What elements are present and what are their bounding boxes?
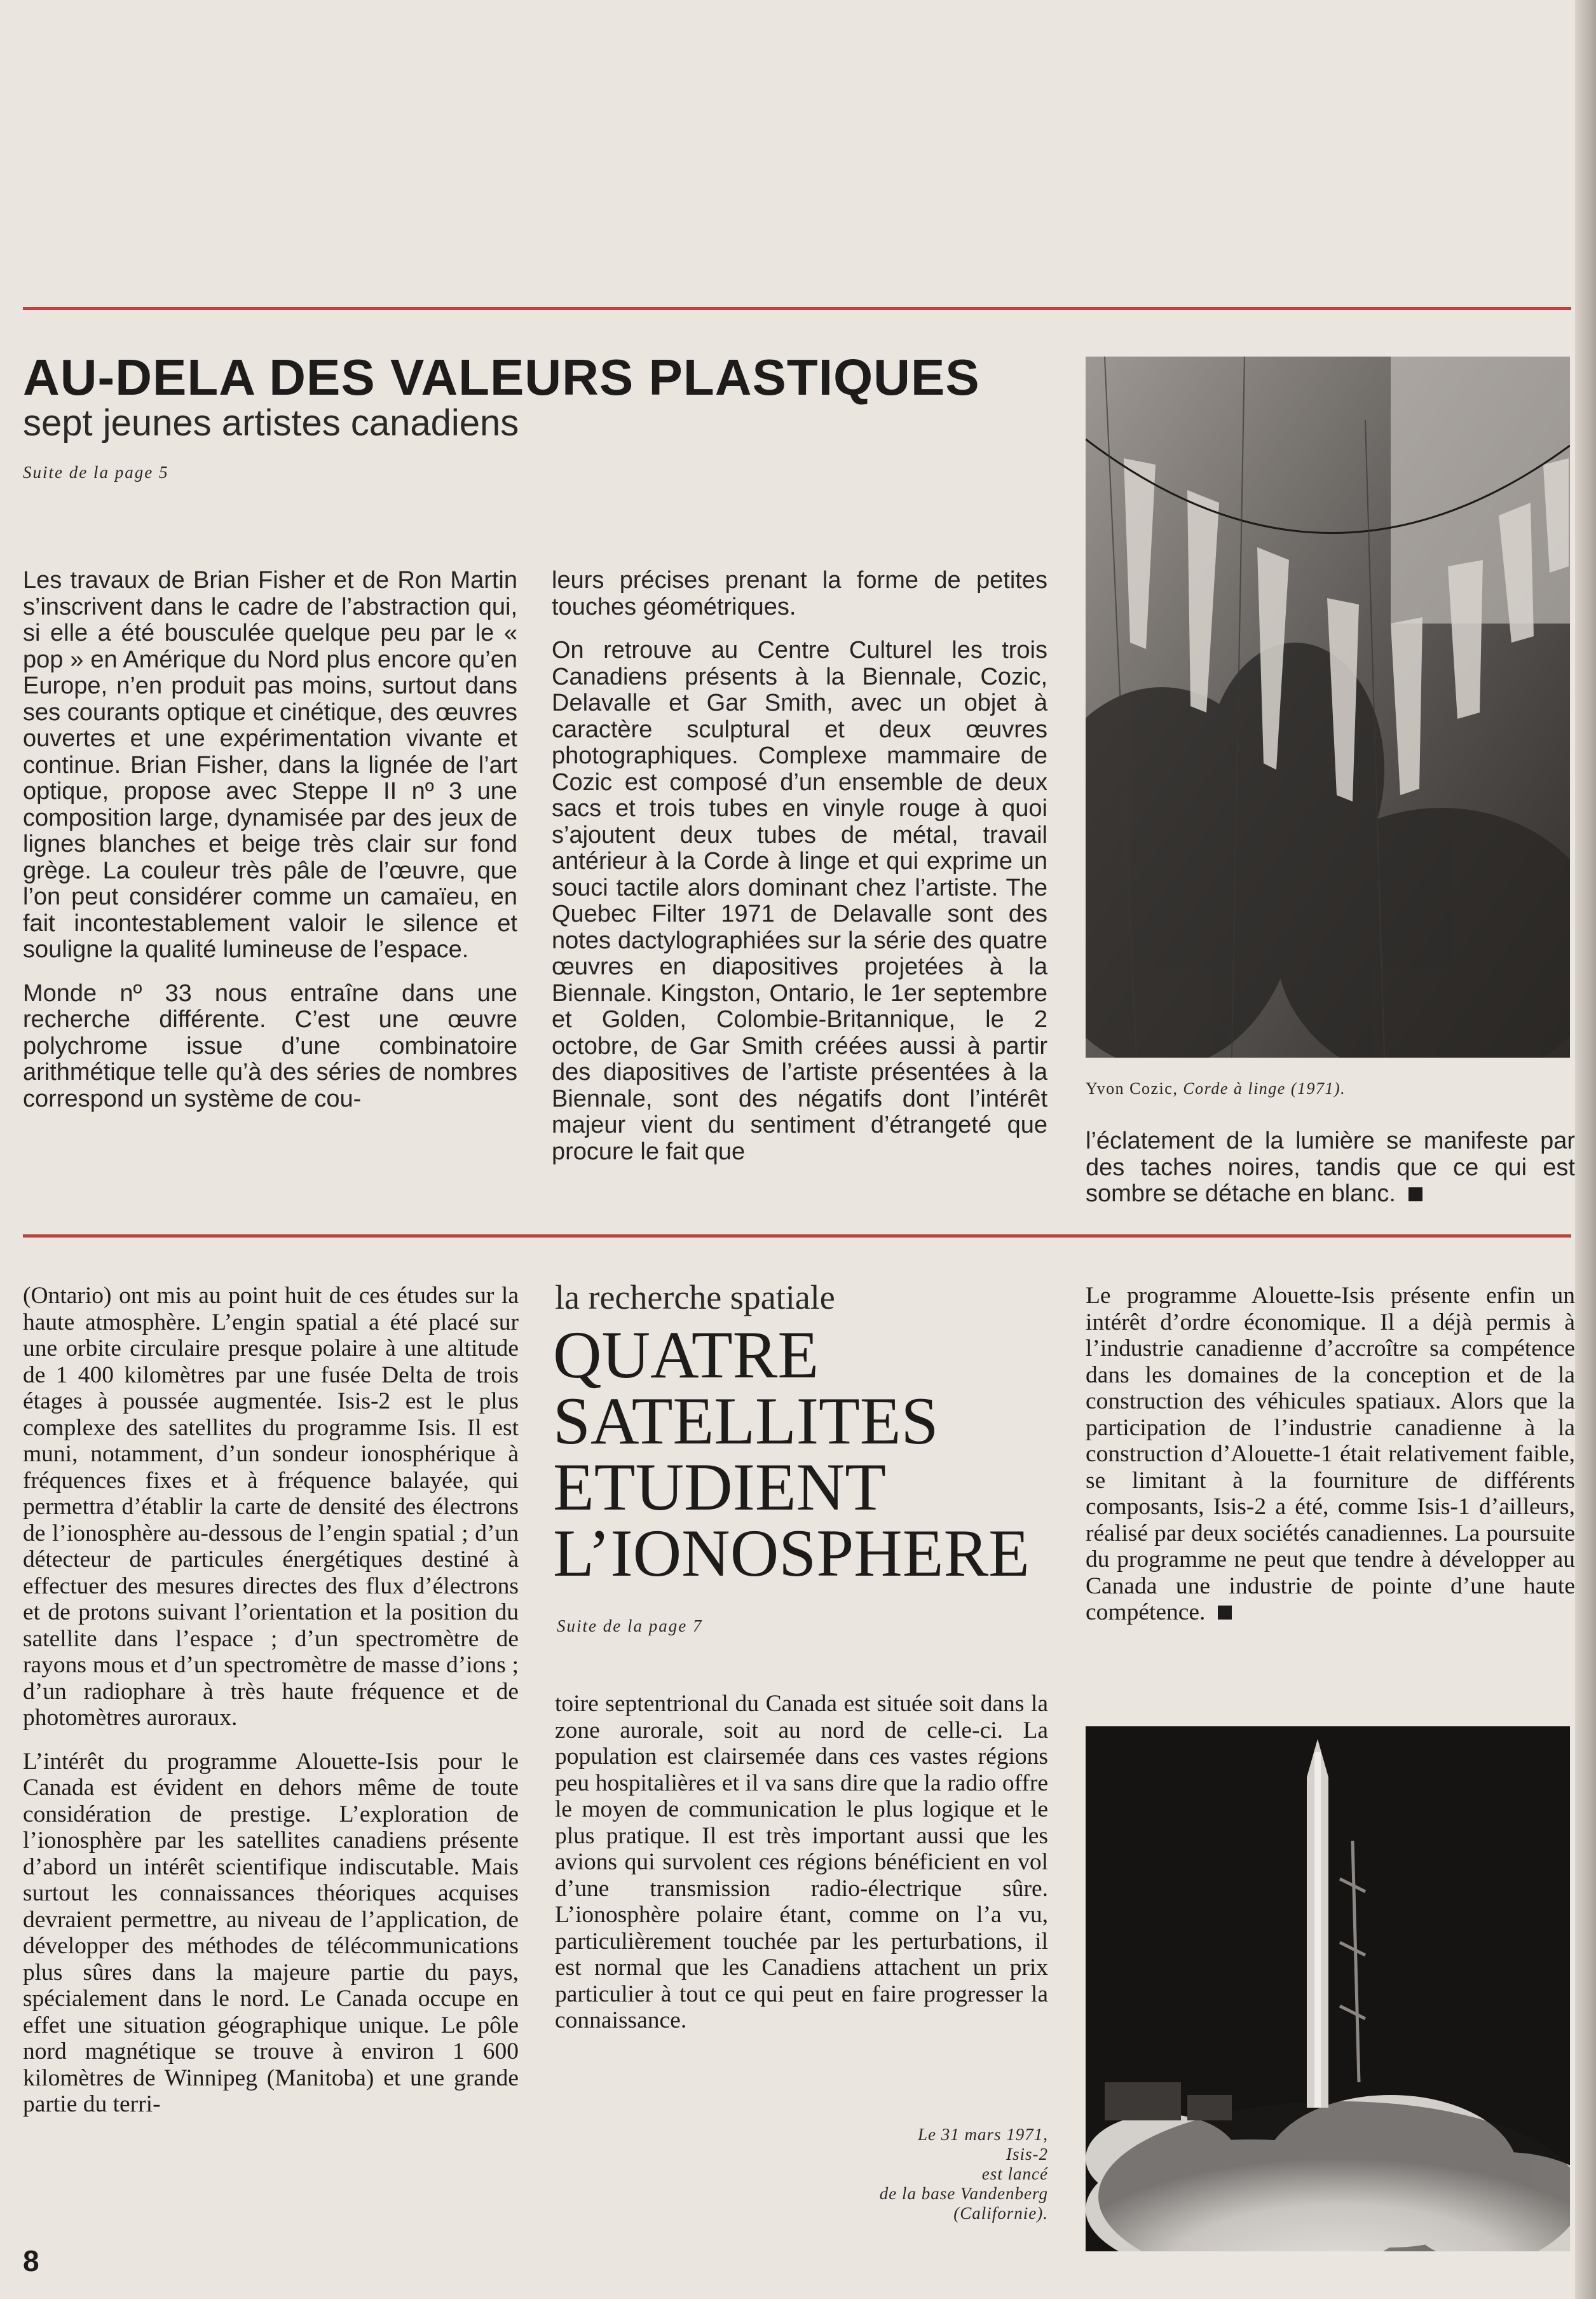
top-rule <box>23 307 1571 310</box>
article2-headline: QUATRE SATELLITES ETUDIENT L’IONOSPHERE <box>553 1318 1030 1590</box>
rocket-caption-line: Isis-2 <box>1006 2145 1048 2164</box>
rocket-caption-line: est lancé <box>981 2164 1048 2183</box>
article1-col2-para2: On retrouve au Centre Culturel les trois Canadiens présents à la Biennale, Cozic, Delavalle et Gar Smith, avec un objet à caractère sculptural et deux œuvres photographiques. Complexe mammaire de Cozic est composé d’un ensemble de deux sacs et trois tubes en vinyle rouge à quoi s’ajoutent deux tubes de métal, travail antérieur à la Corde à linge et qui exprime un souci tactile alors dominant chez l’artiste. The Quebec Filter 1971 de Delavalle sont des notes dactylographiées sur la série des quatre œuvres en diapositives projetées à la Biennale. Kingston, Ontario, le 1er septembre et Golden, Colombie-Britannique, le 2 octobre, de Gar Smith créées aussi à partir des diapositives de l’artiste présentées à la Biennale, sont des négatifs dont l’intérêt majeur vient du sentiment d’étrangeté que procure le fait que <box>552 637 1047 1165</box>
article2-column-2 <box>555 1691 1048 2034</box>
article2-col2-text: toire septentrional du Canada est située soit dans la zone aurorale, soit au nord de celle-ci. La population est clairsemée dans ces vastes régions peu hospitalières et il va sans dire que la radio offre le moyen de communication le plus logique et le plus pratique. Il est très important aussi que les avions qui survolent ces régions bénéficient en vol d’une transmission radio-électrique sûre. L’ionosphère polaire étant, comme on l’a vu, particulièrement touchée par les perturbations, il est normal que les Canadiens attachent un prix particulier à tout ce qui peut en faire progresser la connaissance. <box>555 1691 1048 2033</box>
rocket-caption-line: de la base Vandenberg <box>879 2184 1048 2203</box>
article1-column-1 <box>23 568 517 1129</box>
photo-corde-a-linge <box>1086 357 1570 1058</box>
article2-col1-para1: (Ontario) ont mis au point huit de ces études sur la haute atmosphère. L’engin spatial a été placé sur une orbite circulaire presque polaire à une altitude de 1 400 kilomètres par une fusée Delta de trois étages à poussée augmentée. Isis-2 est le plus complexe des satellites du programme Isis. Il est muni, notamment, d’un sondeur ionosphérique à fréquences fixes et à fréquence balayée, qui permettra d’établir la carte de densité des électrons de l’ionosphère au-dessous de l’engin spatial ; d’un détecteur de particules énergétiques destiné à effectuer des mesures directes des flux d’électrons et de protons suivant l’orientation et la position du satellite dans l’espace ; d’un spectromètre de rayons mous et d’un spectromètre de masse d’ions ; d’un radiophare à très haute fréquence et de photomètres auroraux. <box>23 1283 519 1731</box>
page-number: 8 <box>23 2244 39 2277</box>
section-divider-rule <box>23 1234 1571 1238</box>
article1-subheadline: sept jeunes artistes canadiens <box>23 402 519 444</box>
photo-rocket-launch <box>1086 1726 1570 2251</box>
article1-col1-para2: Monde nº 33 nous entraîne dans une recherche différente. C’est une œuvre polychrome issue d’une combinatoire arithmétique telle qu’à des séries de nombres correspond un système de cou- <box>23 979 517 1112</box>
article2-col3-text: Le programme Alouette-Isis présente enfin un intérêt d’ordre économique. Il a déjà permis à l’industrie canadienne d’accroître sa compétence dans les domaines de la conception et de la construction des véhicules spatiaux. Alors que la participation de l’industrie canadienne à la construction d’Alouette-1 était relativement faible, se limitant à la fourniture de différents composants, Isis-2 a été, comme Isis-1 d’ailleurs, réalisé par deux sociétés canadiennes. La poursuite du programme ne peut que tendre à développer au Canada une industrie de pointe d’une haute compétence. <box>1086 1283 1575 1625</box>
article1-column-2 <box>552 568 1047 1182</box>
article2-kicker: la recherche spatiale <box>555 1278 835 1316</box>
article1-col3-text: l’éclatement de la lumière se manifeste par des taches noires, tandis que ce qui est sombre se détache en blanc. <box>1086 1128 1575 1207</box>
clothesline-artwork-image <box>1086 357 1570 1058</box>
rocket-caption-line: (Californie). <box>953 2204 1048 2223</box>
article2-column-3 <box>1086 1283 1575 1626</box>
article1-headline: AU-DELA DES VALEURS PLASTIQUES <box>23 349 980 406</box>
rocket-caption-line: Le 31 mars 1971, <box>917 2125 1048 2144</box>
article2-column-1 <box>23 1283 519 2135</box>
article2-continued-note: Suite de la page 7 <box>557 1616 703 1635</box>
page-edge-shadow <box>1575 0 1596 2299</box>
end-of-article-mark <box>1408 1187 1422 1201</box>
caption-artist-name: Yvon Cozic, <box>1086 1079 1178 1098</box>
rocket-photo-caption <box>880 2125 1048 2223</box>
photo-corde-a-linge-caption <box>1086 1079 1346 1098</box>
article2-col1-para2: L’intérêt du programme Alouette-Isis pour le Canada est évident en dehors même de toute considération de prestige. L’exploration de l’ionosphère par les satellites canadiens présente d’abord un intérêt scientifique indiscutable. Mais surtout les connaissances théoriques acquises devraient permettre, au niveau de l’application, de développer des méthodes de télécommunications plus sûres dans la majeure partie du pays, spécialement dans le nord. Le Canada occupe en effet une situation géographique unique. Le pôle nord magnétique se trouve à environ 1 600 kilomètres de Winnipeg (Manitoba) et une grande partie du terri- <box>23 1748 519 2117</box>
article1-column-3 <box>1086 1128 1575 1208</box>
article1-col2-para1: leurs précises prenant la forme de petites touches géométriques. <box>552 567 1047 620</box>
article1-continued-note: Suite de la page 5 <box>23 463 169 482</box>
rocket-launch-image <box>1086 1726 1570 2251</box>
caption-artwork-title: Corde à linge (1971). <box>1183 1079 1346 1098</box>
article1-col1-para1: Les travaux de Brian Fisher et de Ron Martin s’inscrivent dans le cadre de l’abstraction qui, si elle a été bousculée quelque peu par le « pop » en Amérique du Nord plus encore qu’en Europe, n’en produit pas moins, surtout dans ses courants optique et cinétique, des œuvres ouvertes et une expérimentation vivante et continue. Brian Fisher, dans la lignée de l’art optique, propose avec Steppe II nº 3 une composition large, dynamisée par des jeux de lignes blanches et beige très clair sur fond grège. La couleur très pâle de l’œuvre, que l’on peut considérer comme un camaïeu, en fait incontestablement valoir le silence et souligne la qualité lumineuse de l’espace. <box>23 567 517 963</box>
end-of-article-mark <box>1218 1606 1232 1620</box>
